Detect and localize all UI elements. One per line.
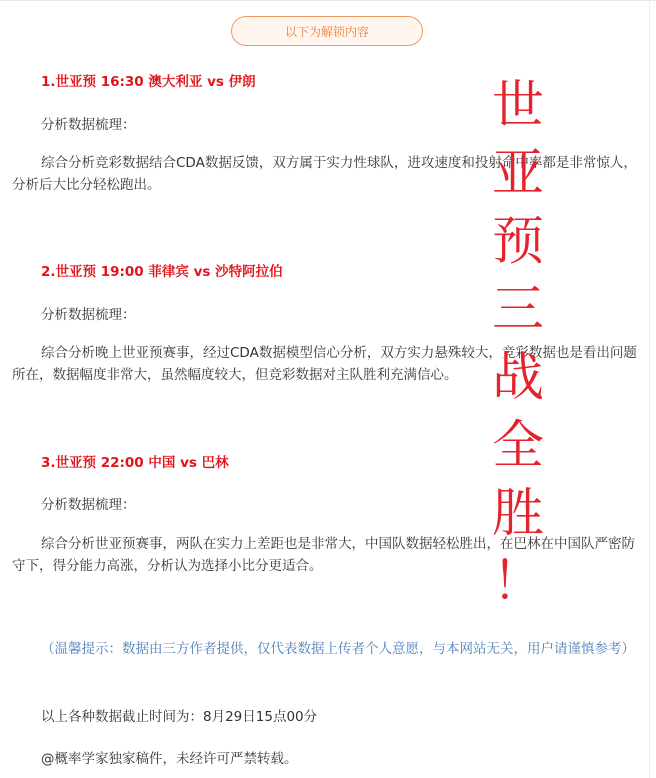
analysis-text-1: 综合分析竞彩数据结合CDA数据反馈，双方属于实力性球队，进攻速度和投射命中率都是非常惊人，分析后大比分轻松跑出。 bbox=[12, 155, 637, 193]
overlay-char-7: 胜 bbox=[491, 484, 544, 544]
analysis-label-3: 分析数据梳理： bbox=[41, 497, 136, 513]
overlay-char-4: 三 bbox=[491, 280, 544, 340]
copyright-note: @概率学家独家稿件，未经许可严禁转载。 bbox=[41, 751, 298, 767]
overlay-char-6: 全 bbox=[491, 416, 544, 476]
top-divider bbox=[0, 0, 656, 1]
promo-overlay-text bbox=[480, 72, 556, 616]
match-title-1: 1.世亚预 16:30 澳大利亚 vs 伊朗 bbox=[41, 74, 256, 90]
overlay-char-2: 亚 bbox=[491, 144, 544, 204]
unlock-banner-label: 以下为解锁内容 bbox=[284, 24, 369, 39]
overlay-char-3: 预 bbox=[491, 212, 544, 272]
match-title-2: 2.世亚预 19:00 菲律宾 vs 沙特阿拉伯 bbox=[41, 264, 283, 280]
analysis-text-2: 综合分析晚上世亚预赛事，经过CDA数据模型信心分析，双方实力悬殊较大，竞彩数据也是看出问题所在，数据幅度非常大，虽然幅度较大，但竞彩数据对主队胜利充满信心。 bbox=[12, 345, 637, 383]
overlay-char-5: 战 bbox=[491, 348, 544, 408]
overlay-char-1: 世 bbox=[491, 76, 544, 136]
cutoff-time: 以上各种数据截止时间为：8月29日15点00分 bbox=[41, 709, 318, 725]
match-title-3: 3.世亚预 22:00 中国 vs 巴林 bbox=[41, 455, 229, 471]
analysis-text-3: 综合分析世亚预赛事，两队在实力上差距也是非常大，中国队数据轻松胜出，在巴林在中国队严密防守下，得分能力高涨，分析认为选择小比分更适合。 bbox=[12, 536, 635, 574]
overlay-char-8: ！ bbox=[491, 552, 544, 612]
warm-notice: （温馨提示：数据由三方作者提供，仅代表数据上传者个人意愿，与本网站无关，用户请谨慎参考） bbox=[41, 641, 635, 657]
analysis-label-2: 分析数据梳理： bbox=[41, 307, 136, 323]
unlock-banner bbox=[231, 16, 423, 46]
analysis-label-1: 分析数据梳理： bbox=[41, 117, 136, 133]
right-divider bbox=[649, 0, 650, 778]
